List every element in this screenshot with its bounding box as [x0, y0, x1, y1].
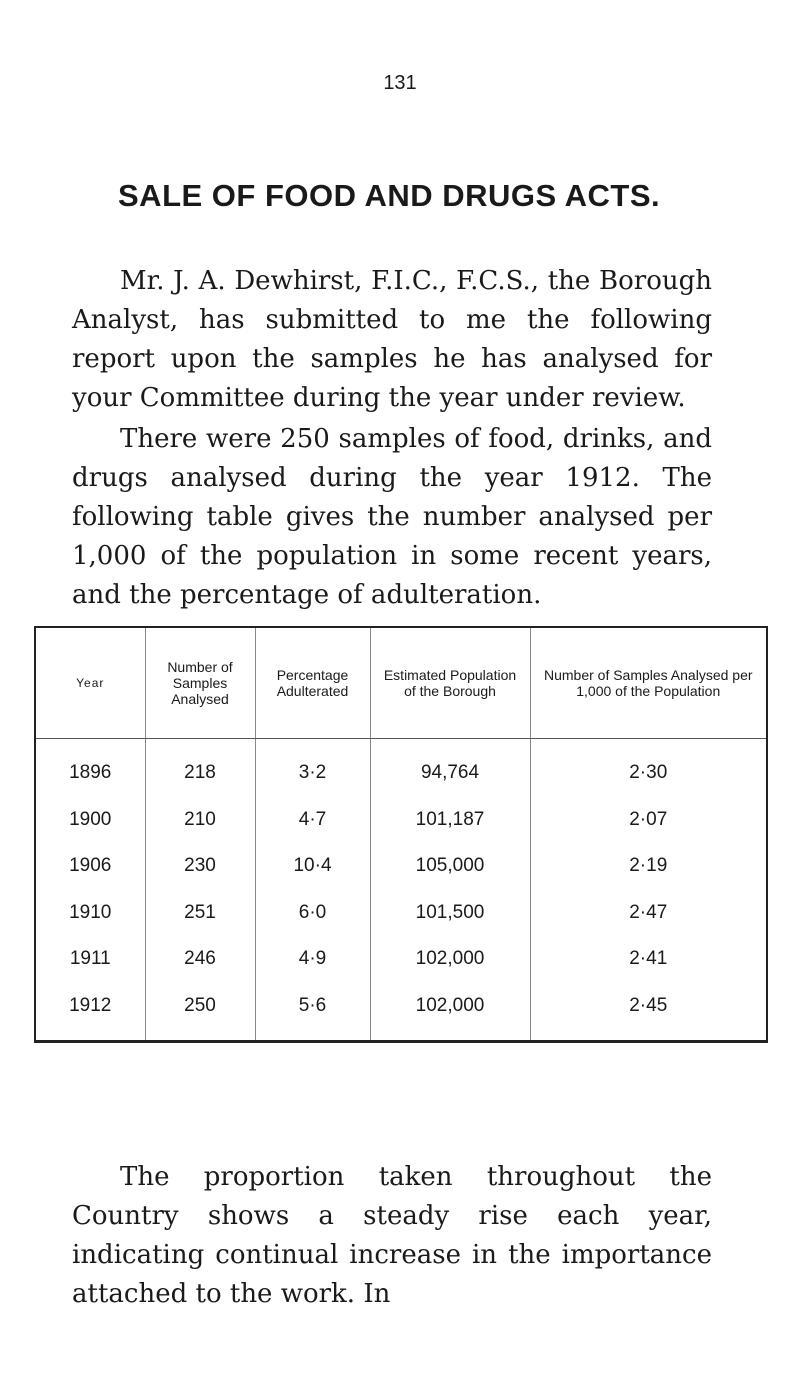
- cell-percentage: 5·6: [255, 983, 370, 1041]
- cell-population: 101,187: [370, 797, 530, 844]
- cell-year: 1900: [69, 808, 112, 830]
- cell-samples: 250: [145, 983, 255, 1041]
- cell-population: 102,000: [370, 936, 530, 983]
- cell-percentage: 4·9: [255, 936, 370, 983]
- table-row: [36, 936, 766, 983]
- cell-population: 105,000: [370, 843, 530, 890]
- samples-table: [34, 626, 768, 1043]
- cell-year: 1910: [69, 901, 112, 923]
- cell-percentage: 10·4: [255, 843, 370, 890]
- cell-per-thousand: 2·19: [530, 843, 766, 890]
- table-row: [36, 890, 766, 937]
- cell-samples: 218: [145, 739, 255, 797]
- cell-samples: 210: [145, 797, 255, 844]
- cell-samples: 230: [145, 843, 255, 890]
- column-header-samples-analysed: Number of Samples Analysed: [145, 628, 255, 739]
- table-row: [36, 739, 766, 797]
- cell-percentage: 3·2: [255, 739, 370, 797]
- paragraph-analyst-report: Mr. J. A. Dewhirst, F.I.C., F.C.S., the Borough Analyst, has submitted to me the following report upon the samples he has analysed for your Committee during the year under review.: [72, 266, 712, 413]
- paragraph-country-trend: The proportion taken throughout the Country shows a steady rise each year, indicating continual increase in the importance attached to the work. In: [72, 1162, 712, 1309]
- cell-population: 101,500: [370, 890, 530, 937]
- paragraph-samples-summary: There were 250 samples of food, drinks, and drugs analysed during the year 1912. The following table gives the number analysed per 1,000 of the population in some recent years, and the percentage of adulteration.: [72, 424, 712, 610]
- cell-year: 1906: [69, 855, 112, 877]
- cell-samples: 246: [145, 936, 255, 983]
- cell-percentage: 4·7: [255, 797, 370, 844]
- cell-year: 1912: [69, 994, 112, 1016]
- cell-year: 1911: [69, 948, 111, 970]
- cell-per-thousand: 2·47: [530, 890, 766, 937]
- column-header-percentage-adulterated: Percentage Adulterated: [255, 628, 370, 739]
- cell-per-thousand: 2·07: [530, 797, 766, 844]
- column-header-estimated-population: Estimated Population of the Borough: [370, 628, 530, 739]
- table-row: [36, 797, 766, 844]
- cell-per-thousand: 2·41: [530, 936, 766, 983]
- cell-per-thousand: 2·45: [530, 983, 766, 1041]
- page-number: 131: [383, 72, 417, 94]
- cell-population: 94,764: [370, 739, 530, 797]
- table-header-row: [36, 628, 766, 739]
- page-title: SALE OF FOOD AND DRUGS ACTS.: [118, 178, 661, 213]
- column-header-year: Year: [36, 628, 145, 739]
- table-row: [36, 983, 766, 1041]
- table-row: [36, 843, 766, 890]
- column-header-samples-per-thousand: Number of Samples Analysed per 1,000 of the Population: [530, 628, 766, 739]
- cell-year: 1896: [69, 762, 112, 784]
- cell-per-thousand: 2·30: [530, 739, 766, 797]
- cell-percentage: 6·0: [255, 890, 370, 937]
- cell-samples: 251: [145, 890, 255, 937]
- cell-population: 102,000: [370, 983, 530, 1041]
